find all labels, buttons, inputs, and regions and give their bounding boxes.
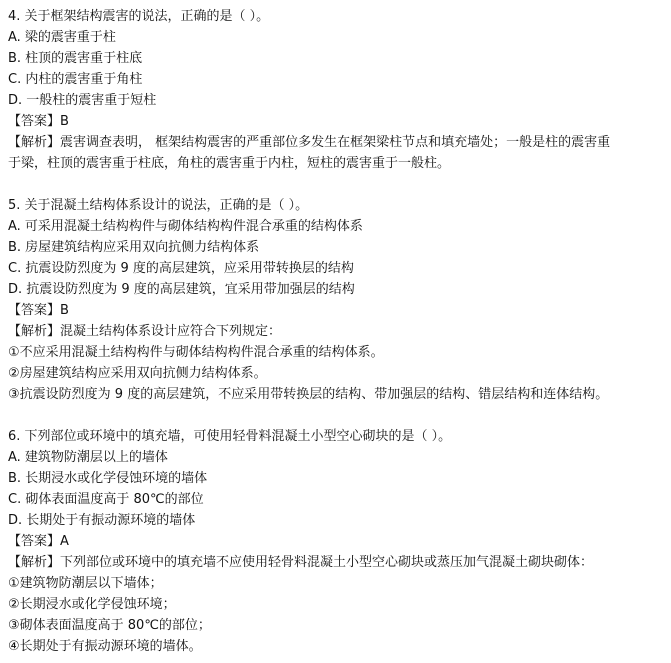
analysis-line: 【解析】混凝土结构体系设计应符合下列规定： [8,324,282,339]
option-a: A. 可采用混凝土结构构件与砌体结构构件混合承重的结构体系 [8,219,363,234]
analysis-line: ①不应采用混凝土结构构件与砌体结构构件混合承重的结构体系。 [8,345,384,360]
option-b: B. 柱顶的震害重于柱底 [8,51,143,66]
analysis-line: ③砌体表面温度高于 80℃的部位； [8,618,211,633]
option-c: C. 抗震设防烈度为 9 度的高层建筑，应采用带转换层的结构 [8,261,354,276]
analysis-line: ④长期处于有振动源环境的墙体。 [8,639,202,654]
answer-line: 【答案】A [8,534,69,549]
question-6 [8,426,671,657]
spacer [8,405,671,426]
option-b: B. 长期浸水或化学侵蚀环境的墙体 [8,471,208,486]
spacer [8,174,671,195]
analysis-line: ①建筑物防潮层以下墙体； [8,576,163,591]
question-5 [8,195,671,405]
option-b: B. 房屋建筑结构应采用双向抗侧力结构体系 [8,240,260,255]
option-a: A. 建筑物防潮层以上的墙体 [8,450,168,465]
option-d: D. 长期处于有振动源环境的墙体 [8,513,196,528]
answer-line: 【答案】B [8,114,69,129]
option-c: C. 内柱的震害重于角柱 [8,72,143,87]
analysis-line: 【解析】震害调查表明， 框架结构震害的严重部位多发生在框架梁柱节点和填充墙处；一般是柱的震害重 [8,135,611,150]
option-a: A. 梁的震害重于柱 [8,30,116,45]
analysis-line: ③抗震设防烈度为 9 度的高层建筑，不应采用带转换层的结构、带加强层的结构、错层结构和连体结构。 [8,387,609,402]
analysis-line: 于梁，柱顶的震害重于柱底，角柱的震害重于内柱，短柱的震害重于一般柱。 [8,156,451,171]
analysis-line: 【解析】下列部位或环境中的填充墙不应使用轻骨料混凝土小型空心砌块或蒸压加气混凝土砌块砌体： [8,555,594,570]
answer-line: 【答案】B [8,303,69,318]
analysis-line: ②长期浸水或化学侵蚀环境； [8,597,176,612]
option-d: D. 抗震设防烈度为 9 度的高层建筑，宜采用带加强层的结构 [8,282,355,297]
analysis-line: ②房屋建筑结构应采用双向抗侧力结构体系。 [8,366,267,381]
question-stem: 5. 关于混凝土结构体系设计的说法，正确的是（ ）。 [8,198,309,213]
question-stem: 6. 下列部位或环境中的填充墙，可使用轻骨料混凝土小型空心砌块的是（ ）。 [8,429,452,444]
option-d: D. 一般柱的震害重于短柱 [8,93,157,108]
question-stem: 4. 关于框架结构震害的说法，正确的是（ ）。 [8,9,270,24]
option-c: C. 砌体表面温度高于 80℃的部位 [8,492,204,507]
question-4 [8,6,671,174]
